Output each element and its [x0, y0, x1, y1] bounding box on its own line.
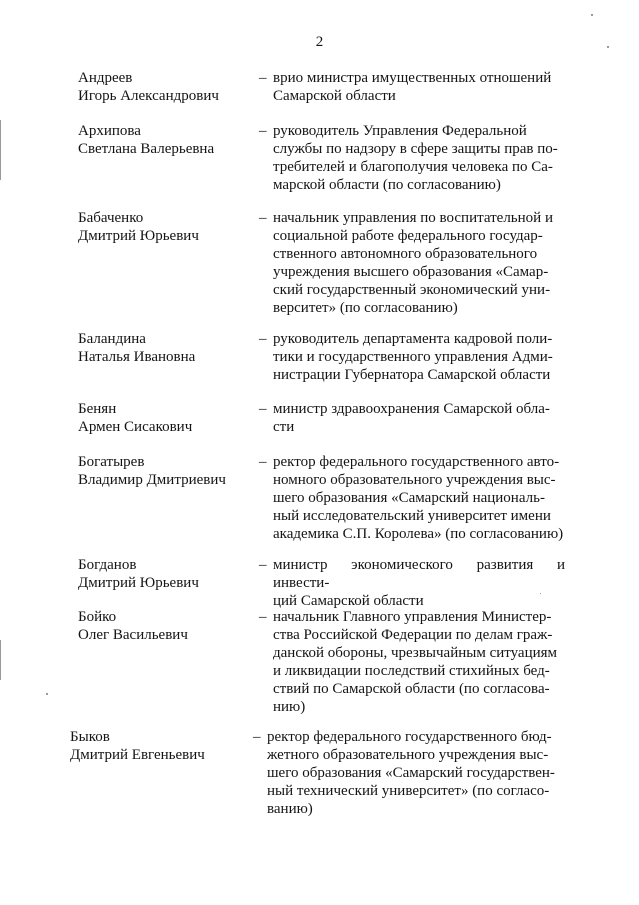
person-given-names: Светлана Валерьевна — [78, 141, 215, 157]
position-description: врио министра имущественных отношений Самарской области — [273, 70, 552, 104]
person-given-names: Олег Васильевич — [78, 627, 188, 643]
dash-separator: – — [259, 401, 267, 417]
scan-speck — [46, 693, 48, 695]
position-description: начальник Главного управления Министер- ства Российской Федерации по делам граж- данской обороны, чрезвычайным ситуациям и ликвидации последствий стихийных бед- ствий по Самарской области (по согласова- нию) — [273, 609, 558, 715]
dash-separator: – — [259, 331, 267, 347]
person-name — [78, 69, 263, 105]
person-given-names: Владимир Дмитриевич — [78, 472, 226, 488]
dash-separator: – — [259, 557, 267, 573]
person-surname: Баландина — [78, 331, 146, 347]
person-name — [78, 608, 263, 644]
person-surname: Андреев — [78, 70, 133, 86]
person-given-names: Дмитрий Евгеньевич — [70, 747, 205, 763]
scan-edge-mark — [0, 640, 1, 680]
position-description: руководитель департамента кадровой поли- тики и государственного управления Адми- нистрации Губернатора Самарской области — [273, 331, 553, 383]
position-description: министр экономического развития и инвести- ций Самарской области — [273, 557, 565, 609]
person-given-names: Армен Сисакович — [78, 419, 193, 435]
person-surname: Богданов — [78, 557, 137, 573]
person-name — [78, 330, 263, 366]
dash-separator: – — [259, 609, 267, 625]
person-given-names: Игорь Александрович — [78, 88, 219, 104]
person-surname: Бенян — [78, 401, 117, 417]
person-given-names: Дмитрий Юрьевич — [78, 575, 199, 591]
person-surname: Бойко — [78, 609, 117, 625]
position-description: ректор федерального государственного авто- номного образовательного учреждения выс- шего образования «Самарский националь- ный исследовательский университет имени академика С.П. Королева» (по согласованию) — [273, 454, 564, 542]
position-description: ректор федерального государственного бюд- жетного образовательного учреждения выс- шего образования «Самарский государствен- ный технический университет» (по согласо- ванию) — [267, 729, 555, 817]
scan-speck — [540, 593, 541, 594]
scan-edge-mark — [0, 120, 1, 180]
person-name — [78, 122, 263, 158]
scan-speck — [607, 46, 609, 48]
page-number: 2 — [315, 34, 324, 50]
person-name — [70, 728, 255, 764]
position-description: начальник управления по воспитательной и социальной работе федерального государ- ственного автономного образовательного учреждения высшего образования «Самар- ский государственный экономический уни- верситет» (по согласованию) — [273, 210, 553, 316]
dash-separator: – — [253, 729, 261, 745]
person-given-names: Наталья Ивановна — [78, 349, 196, 365]
person-name — [78, 556, 263, 592]
person-surname: Бабаченко — [78, 210, 144, 226]
dash-separator: – — [259, 210, 267, 226]
scan-speck — [591, 14, 593, 16]
person-surname: Богатырев — [78, 454, 145, 470]
person-surname: Быков — [70, 729, 110, 745]
dash-separator: – — [259, 123, 267, 139]
dash-separator: – — [259, 70, 267, 86]
person-name — [78, 400, 263, 436]
person-name — [78, 209, 263, 245]
position-description: руководитель Управления Федеральной службы по надзору в сфере защиты прав по- требителей и благополучия человека по Са- марской области (по согласованию) — [273, 123, 558, 193]
dash-separator: – — [259, 454, 267, 470]
person-name — [78, 453, 263, 489]
person-surname: Архипова — [78, 123, 141, 139]
person-given-names: Дмитрий Юрьевич — [78, 228, 199, 244]
position-description: министр здравоохранения Самарской обла- сти — [273, 401, 550, 435]
